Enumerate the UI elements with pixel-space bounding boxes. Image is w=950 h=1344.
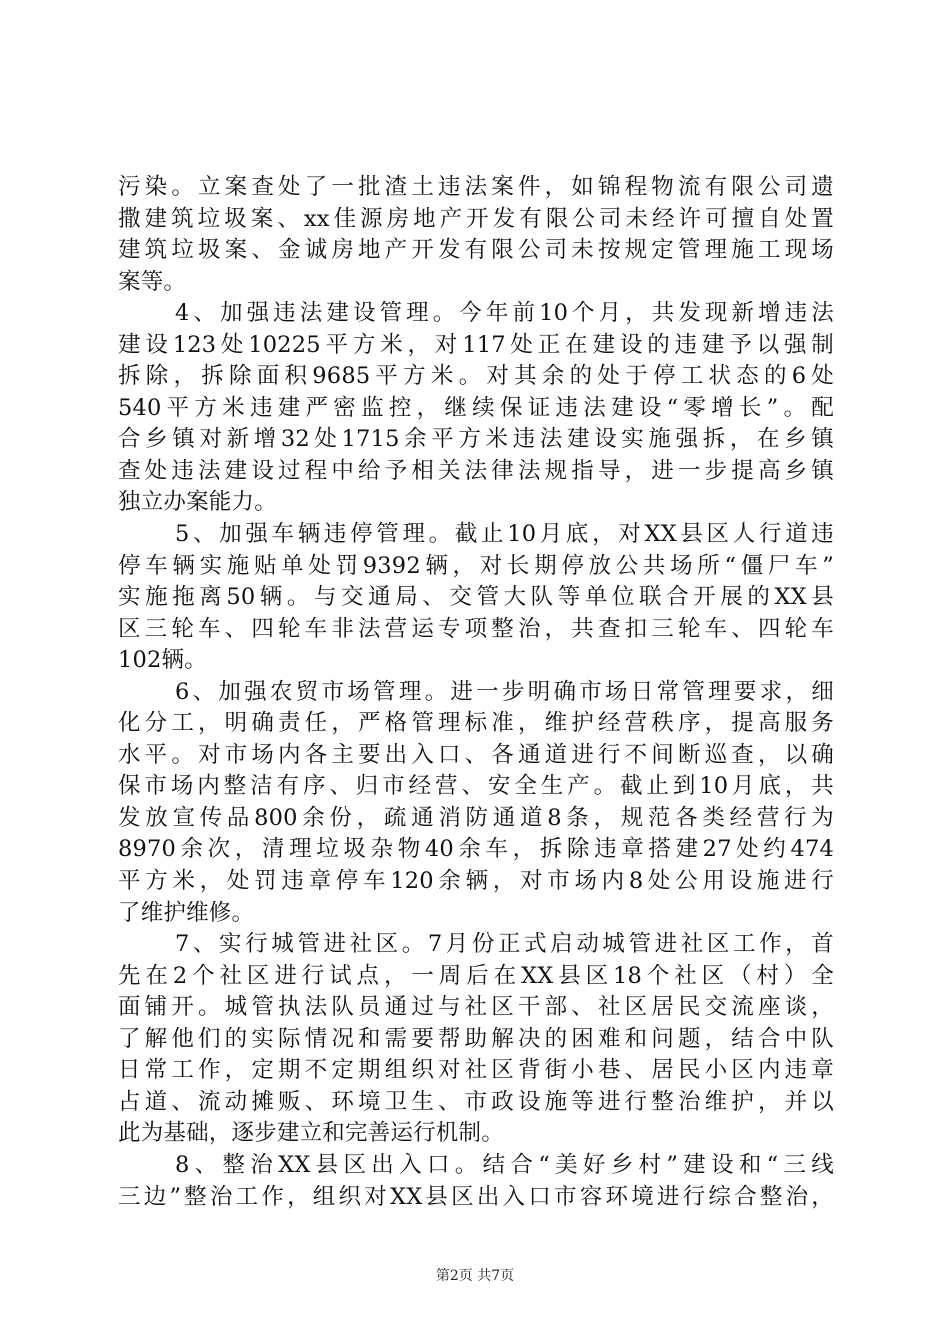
text-line: 5、加强车辆违停管理。截止10月底，对XX县区人行道违 bbox=[175, 521, 834, 548]
text-line: 建设123处10225平方米，对117处正在建设的违建予以强制 bbox=[118, 331, 834, 358]
text-line: 8、整治XX县区出入口。结合“美好乡村”建设和“三线 bbox=[175, 1151, 834, 1178]
text-line: 区三轮车、四轮车非法营运专项整治，共查扣三轮车、四轮车 bbox=[118, 615, 834, 642]
text-line: 先在2个社区进行试点，一周后在XX县区18个社区（村）全 bbox=[118, 962, 834, 989]
text-line: 8970余次，清理垃圾杂物40余车，拆除违章搭建27处约474 bbox=[118, 836, 834, 863]
text-line: 水平。对市场内各主要出入口、各通道进行不间断巡查，以确 bbox=[118, 741, 834, 768]
text-line: 日常工作，定期不定期组织对社区背街小巷、居民小区内违章 bbox=[118, 1057, 834, 1084]
text-line: 停车辆实施贴单处罚9392辆，对长期停放公共场所“僵尸车” bbox=[118, 552, 834, 579]
text-line: 6、加强农贸市场管理。进一步明确市场日常管理要求，细 bbox=[175, 678, 834, 705]
text-line: 4、加强违法建设管理。今年前10个月，共发现新增违法 bbox=[175, 300, 834, 327]
text-line: 了维护维修。 bbox=[118, 899, 255, 926]
text-line: 撒建筑垃圾案、xx佳源房地产开发有限公司未经许可擅自处置 bbox=[118, 205, 834, 232]
text-line: 案等。 bbox=[118, 268, 187, 295]
page-footer: 第2页 共7页 bbox=[435, 1268, 515, 1284]
text-line: 保市场内整洁有序、归市经营、安全生产。截止到10月底，共 bbox=[118, 773, 834, 800]
text-line: 独立办案能力。 bbox=[118, 489, 277, 516]
text-line: 污染。立案查处了一批渣土违法案件，如锦程物流有限公司遗 bbox=[118, 174, 834, 200]
text-line: 建筑垃圾案、金诚房地产开发有限公司未按规定管理施工现场 bbox=[118, 237, 834, 264]
text-line: 查处违法建设过程中给予相关法律法规指导，进一步提高乡镇 bbox=[118, 457, 834, 484]
text-line: 面铺开。城管执法队员通过与社区干部、社区居民交流座谈， bbox=[118, 994, 834, 1021]
text-line: 7、实行城管进社区。7月份正式启动城管进社区工作，首 bbox=[175, 931, 834, 958]
text-line: 540平方米违建严密监控，继续保证违法建设“零增长”。配 bbox=[118, 394, 834, 421]
text-line: 化分工，明确责任，严格管理标准，维护经营秩序，提高服务 bbox=[118, 710, 834, 737]
text-line: 占道、流动摊贩、环境卫生、市政设施等进行整治维护，并以 bbox=[118, 1088, 834, 1115]
text-line: 发放宣传品800余份，疏通消防通道8条，规范各类经营行为 bbox=[118, 804, 834, 831]
text-line: 此为基础，逐步建立和完善运行机制。 bbox=[118, 1120, 504, 1147]
text-line: 了解他们的实际情况和需要帮助解决的困难和问题，结合中队 bbox=[118, 1025, 834, 1052]
text-line: 102辆。 bbox=[118, 647, 207, 674]
text-line: 三边”整治工作，组织对XX县区出入口市容环境进行综合整治， bbox=[118, 1183, 834, 1210]
text-line: 拆除，拆除面积9685平方米。对其余的处于停工状态的6处 bbox=[118, 363, 834, 390]
text-line: 合乡镇对新增32处1715余平方米违法建设实施强拆，在乡镇 bbox=[118, 426, 834, 453]
text-line: 平方米，处罚违章停车120余辆，对市场内8处公用设施进行 bbox=[118, 868, 834, 895]
document-body bbox=[118, 172, 834, 1213]
text-line: 实施拖离50辆。与交通局、交管大队等单位联合开展的XX县 bbox=[118, 584, 834, 611]
